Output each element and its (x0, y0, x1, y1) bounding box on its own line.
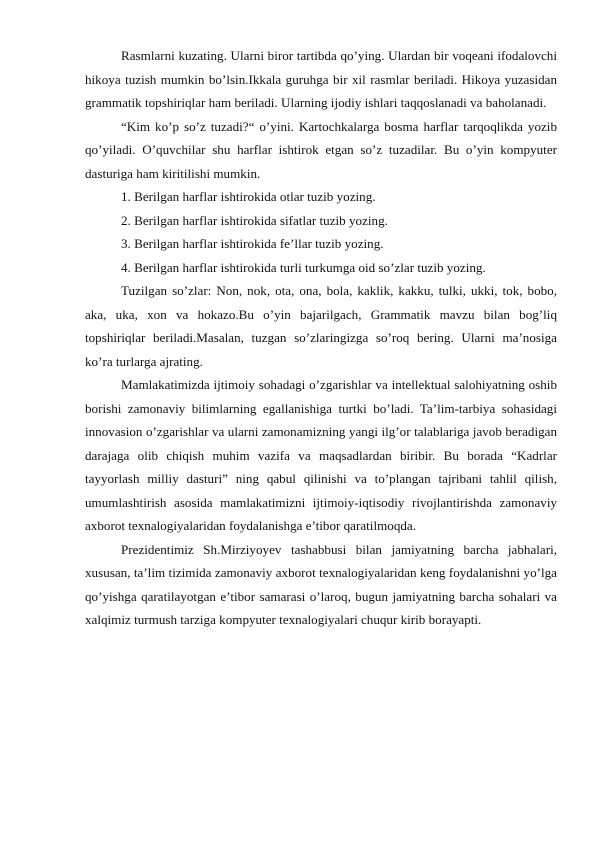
list-item: 3. Berilgan harflar ishtirokida fe’llar tuzib yozing. (121, 236, 384, 251)
paragraph-social-changes: Mamlakatimizda ijtimoiy sohadagi o’zgarishlar va intellektual salohiyatning oshib borishi zamonaviy bilimlarning egallanishiga turtki bo’ladi. Ta’lim-tarbiya sohasidagi innovasion o’zgarishlar va ularni zamonamizning yangi ilg’or talablariga javob beradigan darajaga olib chiqish muhim vazifa va maqsadlardan biribir. Bu borada “Kadrlar tayyorlash milliy dasturi” ning qabul qilinishi va to’plangan tajribani tahlil qilish, umumlashtirish asosida mamlakatimizni ijtimoiy-iqtisodiy rivojlantirishda zamonaviy axborot texnalogiyalaridan foydalanishga e’tibor qaratilmoqda. (85, 377, 557, 533)
list-item: 1. Berilgan harflar ishtirokida otlar tuzib yozing. (121, 189, 376, 204)
paragraph-president-initiative: Prezidentimiz Sh.Mirziyoyev tashabbusi bilan jamiyatning barcha jabhalari, xususan, ta’lim tizimida zamonaviy axborot texnalogiyalaridan keng foydalanishni yo’lga qo’yishga qaratilayotgan e’tibor samarasi o’laroq, bugun jamiyatning barcha sohalari va xalqimiz turmush tarziga kompyuter texnalogiyalari chuqur kirib borayapti. (85, 541, 557, 627)
paragraph-word-game: “Kim ko’p so’z tuzadi?“ o’yini. Kartochkalarga bosma harflar tarqoqlikda yozib qo’yiladi. O’quvchilar shu harflar ishtirok etgan so’z tuzadilar. Bu o’yin kompyuter dasturiga ham kiritilishi mumkin. (85, 118, 557, 181)
document-page (85, 44, 557, 632)
list-item: 2. Berilgan harflar ishtirokida sifatlar tuzib yozing. (121, 212, 388, 228)
paragraph-pictures-story: Rasmlarni kuzating. Ularni biror tartibda qo’ying. Ulardan bir voqeani ifodalovchi hikoya tuzish mumkin bo’lsin.Ikkala guruhga bir xil rasmlar beriladi. Hikoya yuzasidan grammatik topshiriqlar ham beriladi. Ularning ijodiy ishlari taqqoslanadi va baholanadi. (85, 48, 557, 110)
list-item: 4. Berilgan harflar ishtirokida turli turkumga oid so’zlar tuzib yozing. (121, 259, 486, 275)
paragraph-composed-words: Tuzilgan so’zlar: Non, nok, ota, ona, bola, kaklik, kakku, tulki, ukki, tok, bobo, aka, uka, xon va hokazo.Bu o’yin bajarilgach, Grammatik mavzu bilan bog’liq topshiriqlar beriladi.Masalan, tuzgan so’zlaringizga so’roq bering. Ularni ma’nosiga ko’ra turlarga ajrating. (85, 283, 557, 369)
